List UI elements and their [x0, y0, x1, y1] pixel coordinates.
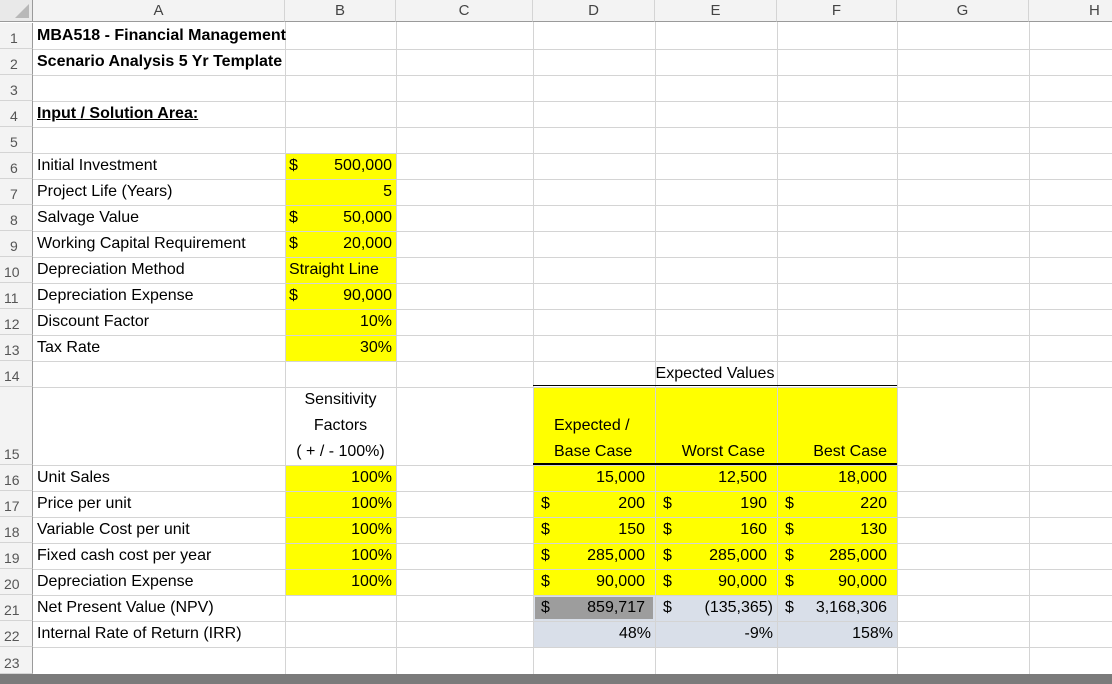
base-sym-fixed-cost: $	[541, 547, 550, 564]
input-sym-working-capital: $	[289, 235, 298, 252]
input-value-depreciation-expense[interactable]: 90,000	[343, 287, 392, 304]
factor-fixed-cost[interactable]: 100%	[351, 547, 392, 564]
row-label-variable-cost[interactable]: Variable Cost per unit	[37, 521, 190, 538]
input-value-working-capital[interactable]: 20,000	[343, 235, 392, 252]
base-price-per-unit[interactable]: 200	[618, 495, 645, 512]
input-label-depreciation-expense[interactable]: Depreciation Expense	[37, 287, 194, 304]
npv-base-case[interactable]: 859,717	[587, 599, 645, 616]
base-sym-price: $	[541, 495, 550, 512]
input-sym-initial-investment: $	[289, 157, 298, 174]
row-header-17[interactable]: 17	[0, 491, 33, 517]
base-sym-depreciation: $	[541, 573, 550, 590]
sensitivity-header-line3[interactable]: ( + / - 100%)	[296, 443, 385, 460]
worst-sym-depreciation: $	[663, 573, 672, 590]
worst-sym-price: $	[663, 495, 672, 512]
input-value-salvage-value[interactable]: 50,000	[343, 209, 392, 226]
column-header-f[interactable]: F	[777, 0, 897, 22]
row-header-10[interactable]: 10	[0, 257, 33, 283]
best-variable-cost[interactable]: 130	[860, 521, 887, 538]
factor-unit-sales[interactable]: 100%	[351, 469, 392, 486]
input-value-depreciation-method[interactable]: Straight Line	[289, 261, 379, 278]
column-header-g[interactable]: G	[897, 0, 1029, 22]
worst-sym-variable-cost: $	[663, 521, 672, 538]
row-header-7[interactable]: 7	[0, 179, 33, 205]
factor-depreciation-expense[interactable]: 100%	[351, 573, 392, 590]
irr-worst-case[interactable]: -9%	[744, 625, 773, 642]
best-price-per-unit[interactable]: 220	[860, 495, 887, 512]
row-header-1[interactable]: 1	[0, 23, 33, 49]
base-unit-sales[interactable]: 15,000	[596, 469, 645, 486]
input-label-project-life[interactable]: Project Life (Years)	[37, 183, 173, 200]
best-unit-sales[interactable]: 18,000	[838, 469, 887, 486]
worst-unit-sales[interactable]: 12,500	[718, 469, 767, 486]
column-header-e[interactable]: E	[655, 0, 777, 22]
expected-values-header[interactable]: Expected Values	[655, 365, 775, 382]
best-sym-depreciation: $	[785, 573, 794, 590]
input-label-working-capital[interactable]: Working Capital Requirement	[37, 235, 246, 252]
column-header-h[interactable]: H	[1029, 0, 1112, 22]
row-label-irr[interactable]: Internal Rate of Return (IRR)	[37, 625, 242, 642]
sensitivity-header-line2[interactable]: Factors	[313, 417, 368, 434]
input-label-salvage-value[interactable]: Salvage Value	[37, 209, 139, 226]
input-label-discount-factor[interactable]: Discount Factor	[37, 313, 150, 330]
sheet-title[interactable]: MBA518 - Financial Management	[37, 27, 286, 44]
npv-best-sym: $	[785, 599, 794, 616]
input-sym-salvage-value: $	[289, 209, 298, 226]
column-header-d[interactable]: D	[533, 0, 655, 22]
select-all-corner[interactable]	[0, 0, 33, 22]
best-depreciation-expense[interactable]: 90,000	[838, 573, 887, 590]
row-label-unit-sales[interactable]: Unit Sales	[37, 469, 110, 486]
npv-worst-sym: $	[663, 599, 672, 616]
worst-sym-fixed-cost: $	[663, 547, 672, 564]
worst-case-header[interactable]: Worst Case	[681, 443, 765, 460]
status-bar	[0, 674, 1112, 684]
worst-variable-cost[interactable]: 160	[740, 521, 767, 538]
row-header-20[interactable]: 20	[0, 569, 33, 595]
best-sym-variable-cost: $	[785, 521, 794, 538]
row-header-11[interactable]: 11	[0, 283, 33, 309]
row-header-22[interactable]: 22	[0, 621, 33, 647]
sensitivity-header-line1[interactable]: Sensitivity	[304, 391, 377, 408]
input-label-depreciation-method[interactable]: Depreciation Method	[37, 261, 185, 278]
row-header-18[interactable]: 18	[0, 517, 33, 543]
input-label-tax-rate[interactable]: Tax Rate	[37, 339, 101, 356]
column-header-b[interactable]: B	[285, 0, 396, 22]
npv-best-case[interactable]: 3,168,306	[815, 599, 887, 616]
input-value-tax-rate[interactable]: 30%	[359, 339, 392, 356]
worst-depreciation-expense[interactable]: 90,000	[718, 573, 767, 590]
sheet-subtitle[interactable]: Scenario Analysis 5 Yr Template	[37, 53, 283, 70]
npv-worst-case[interactable]: (135,365)	[704, 599, 773, 616]
row-label-fixed-cost[interactable]: Fixed cash cost per year	[37, 547, 212, 564]
row-header-4[interactable]: 4	[0, 101, 33, 127]
base-fixed-cost[interactable]: 285,000	[587, 547, 645, 564]
base-depreciation-expense[interactable]: 90,000	[596, 573, 645, 590]
row-header-8[interactable]: 8	[0, 205, 33, 231]
worst-fixed-cost[interactable]: 285,000	[709, 547, 767, 564]
row-header-12[interactable]: 12	[0, 309, 33, 335]
row-header-3[interactable]: 3	[0, 75, 33, 101]
input-value-initial-investment[interactable]: 500,000	[334, 157, 392, 174]
row-header-19[interactable]: 19	[0, 543, 33, 569]
row-label-npv[interactable]: Net Present Value (NPV)	[37, 599, 214, 616]
input-value-project-life[interactable]: 5	[383, 183, 392, 200]
worst-price-per-unit[interactable]: 190	[740, 495, 767, 512]
best-fixed-cost[interactable]: 285,000	[829, 547, 887, 564]
best-sym-price: $	[785, 495, 794, 512]
base-sym-variable-cost: $	[541, 521, 550, 538]
row-header-16[interactable]: 16	[0, 465, 33, 491]
input-value-discount-factor[interactable]: 10%	[359, 313, 392, 330]
base-variable-cost[interactable]: 150	[618, 521, 645, 538]
factor-variable-cost[interactable]: 100%	[351, 521, 392, 538]
row-header-2[interactable]: 2	[0, 49, 33, 75]
row-header-21[interactable]: 21	[0, 595, 33, 621]
base-case-header-line1[interactable]: Expected /	[554, 417, 630, 434]
row-header-23[interactable]: 23	[0, 647, 33, 674]
column-header-c[interactable]: C	[396, 0, 533, 22]
row-label-depreciation-expense[interactable]: Depreciation Expense	[37, 573, 194, 590]
row-label-price-per-unit[interactable]: Price per unit	[37, 495, 132, 512]
best-sym-fixed-cost: $	[785, 547, 794, 564]
row-header-5[interactable]: 5	[0, 127, 33, 153]
base-case-header-line2[interactable]: Base Case	[554, 443, 633, 460]
irr-best-case[interactable]: 158%	[852, 625, 893, 642]
best-case-header[interactable]: Best Case	[813, 443, 887, 460]
column-header-a[interactable]: A	[33, 0, 285, 22]
row-header-6[interactable]: 6	[0, 153, 33, 179]
factor-price-per-unit[interactable]: 100%	[351, 495, 392, 512]
row-header-14[interactable]: 14	[0, 361, 33, 387]
input-sym-depreciation-expense: $	[289, 287, 298, 304]
irr-base-case[interactable]: 48%	[618, 625, 651, 642]
row-header-15[interactable]: 15	[0, 387, 33, 465]
input-area-header[interactable]: Input / Solution Area:	[37, 105, 199, 122]
row-header-13[interactable]: 13	[0, 335, 33, 361]
row-header-9[interactable]: 9	[0, 231, 33, 257]
npv-base-sym: $	[541, 599, 550, 616]
input-label-initial-investment[interactable]: Initial Investment	[37, 157, 158, 174]
